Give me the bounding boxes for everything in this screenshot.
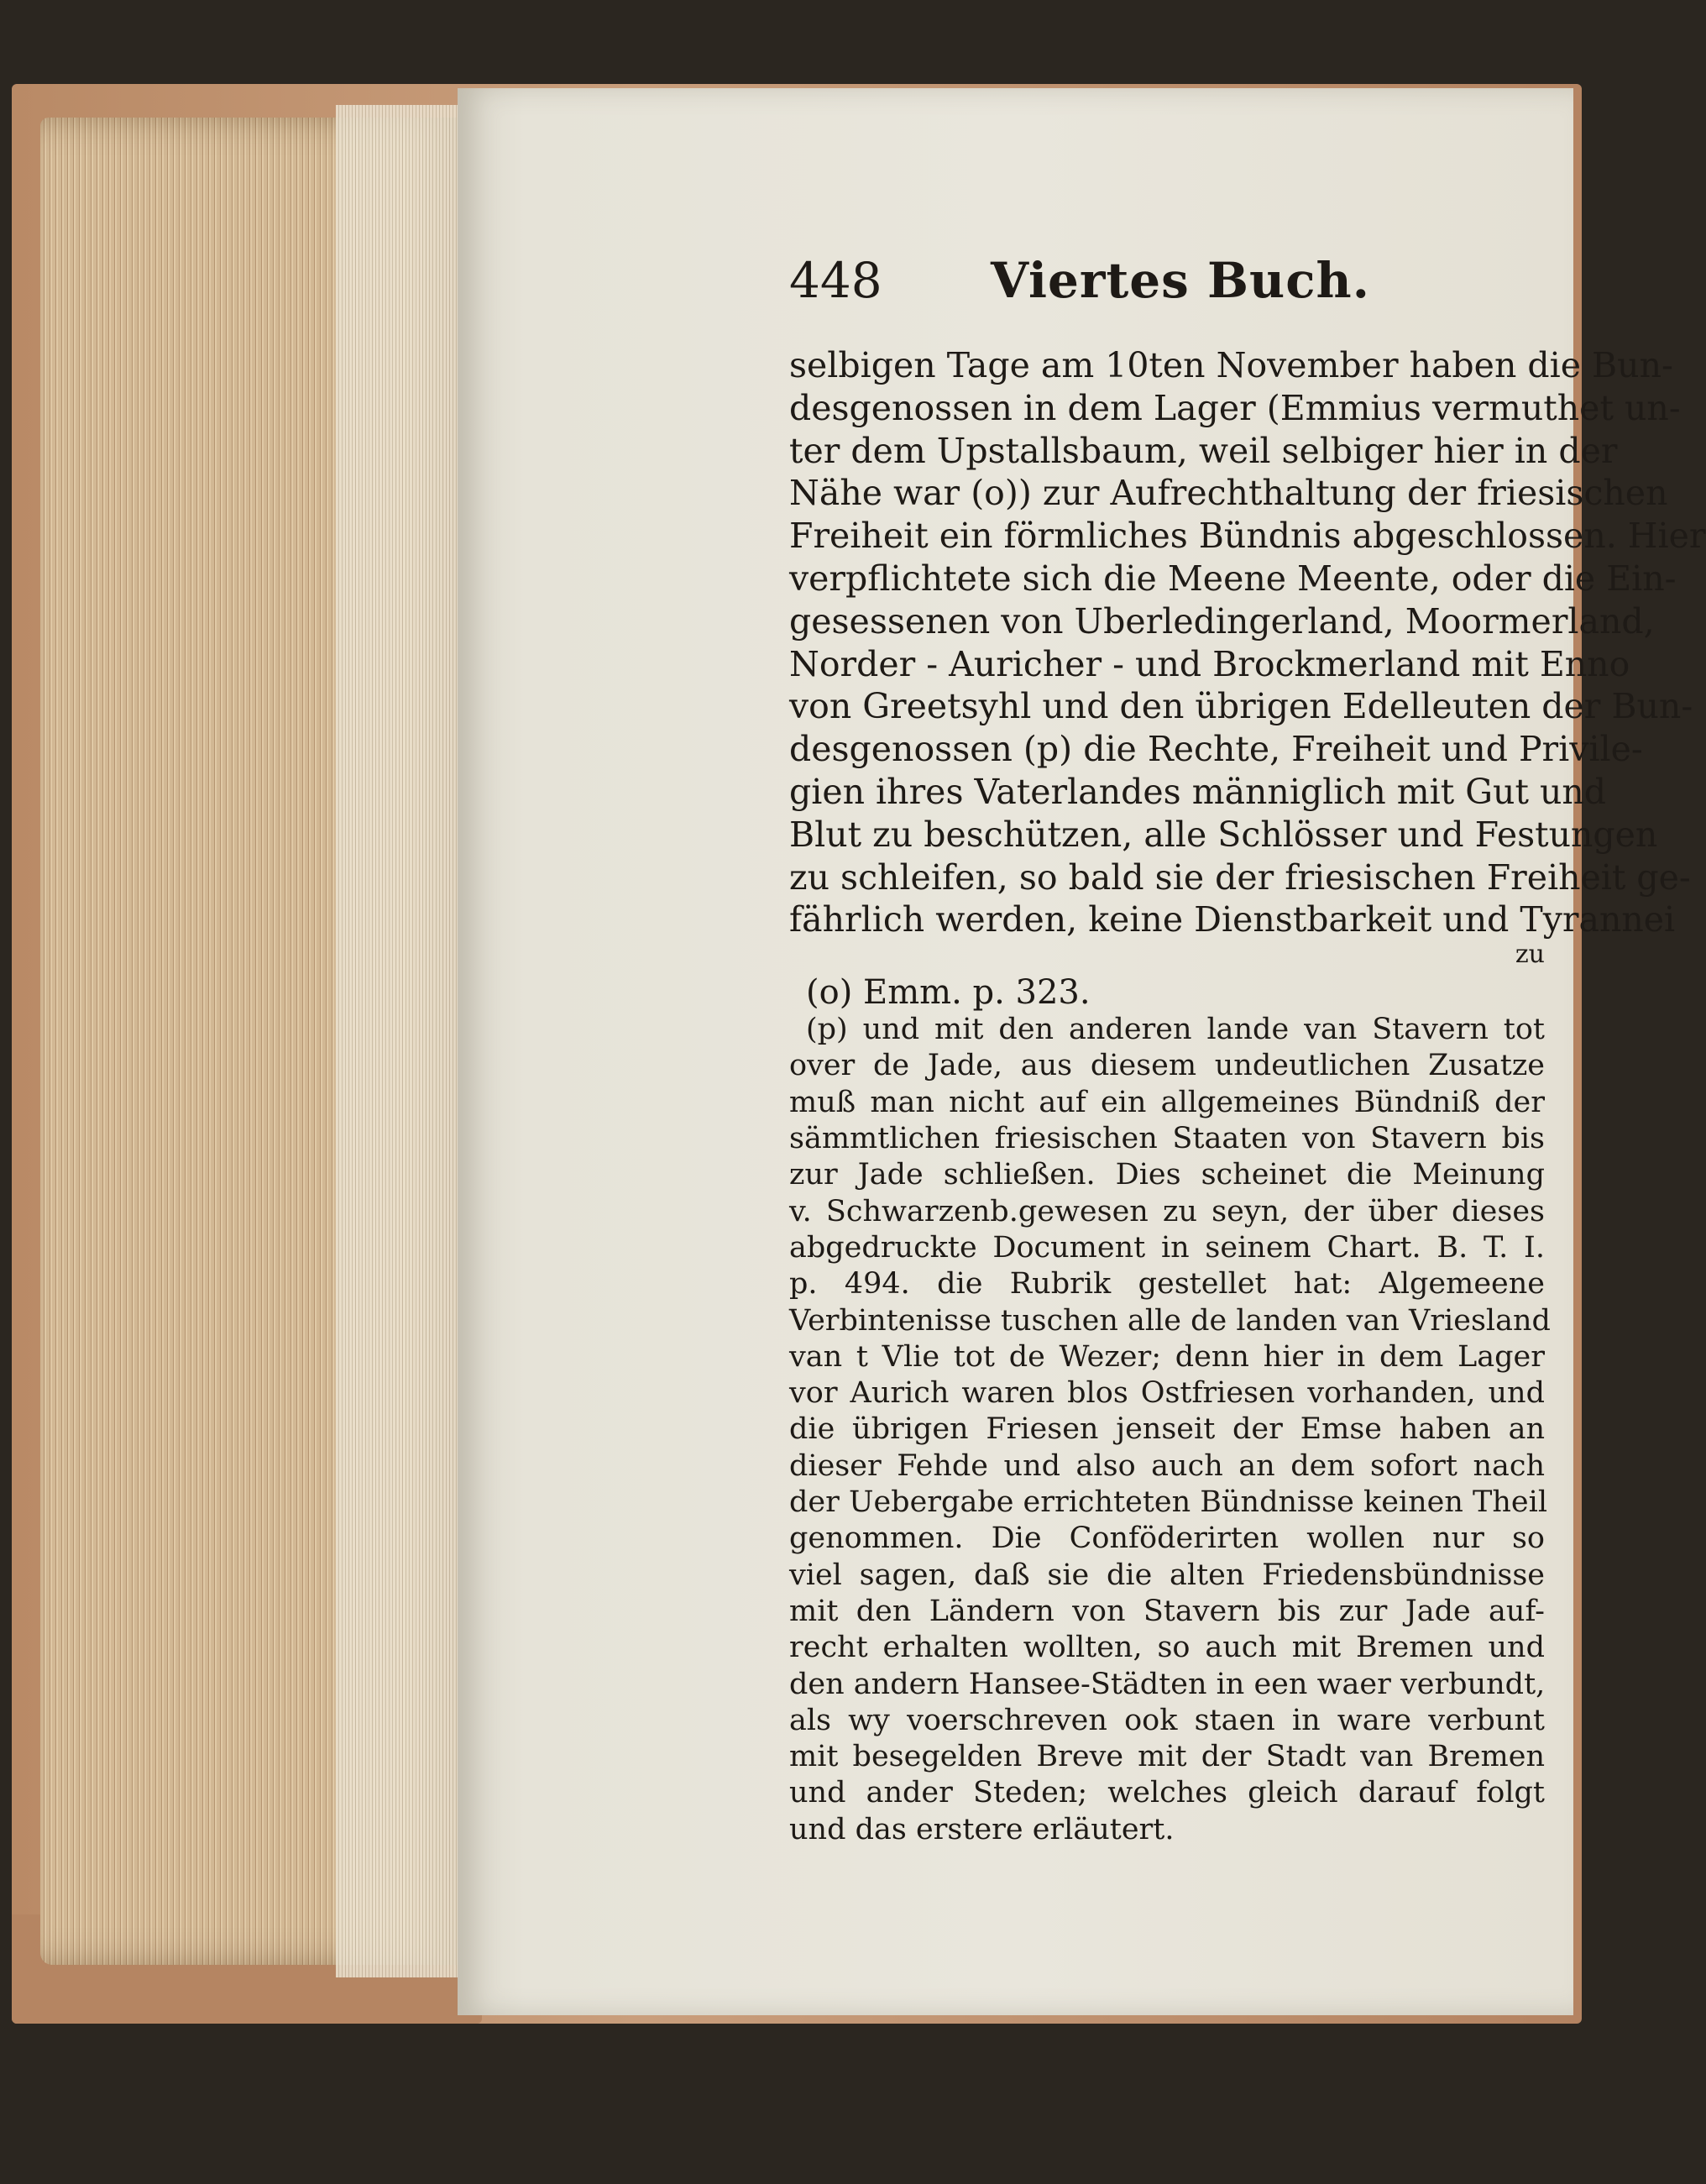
footnote-line: mit den Ländern von Stavern bis zur Jade auf- xyxy=(789,1594,1545,1628)
body-line: Freiheit ein förmliches Bündnis abgeschlossen. Hier xyxy=(789,516,1706,557)
footnote-line: v. Schwarzenb.gewesen zu seyn, der über dieses xyxy=(789,1194,1545,1228)
footnote-line: und das erstere erläutert. xyxy=(789,1812,1175,1846)
body-line: Blut zu beschützen, alle Schlösser und Festungen xyxy=(789,814,1658,855)
footnote-line: (p) und mit den anderen lande van Stavern tot xyxy=(806,1013,1545,1047)
body-line: desgenossen in dem Lager (Emmius vermuthet un- xyxy=(789,387,1681,428)
body-line: Norder - Auricher - und Brockmerland mit Enno xyxy=(789,643,1630,684)
footnote-line: vor Aurich waren blos Ostfriesen vorhanden, und xyxy=(789,1376,1545,1411)
footnote-line: zur Jade schließen. Dies scheinet die Meinung xyxy=(789,1158,1545,1192)
footnote-line: sämmtlichen friesischen Staaten von Stavern bis xyxy=(789,1122,1545,1156)
body-line: von Greetsyhl und den übrigen Edelleuten der Bun- xyxy=(789,686,1693,727)
page-header xyxy=(789,252,1545,344)
footnote-line: over de Jade, aus diesem undeutlichen Zusatze xyxy=(789,1049,1545,1083)
running-head: Viertes Buch. xyxy=(991,252,1370,309)
catchword: zu xyxy=(1515,940,1545,970)
footnote-line: abgedruckte Document in seinem Chart. B. T. I. xyxy=(789,1230,1545,1265)
page-number: 448 xyxy=(789,252,882,309)
footnote-line: van t Vlie tot de Wezer; denn hier in dem Lager xyxy=(789,1339,1545,1374)
footnote-line: recht erhalten wollten, so auch mit Bremen und xyxy=(789,1631,1545,1665)
footnote-o: (o) Emm. p. 323. xyxy=(806,973,1091,1013)
body-line: ter dem Upstallsbaum, weil selbiger hier in der xyxy=(789,430,1618,471)
footnote-line: p. 494. die Rubrik gestellet hat: Algemeene xyxy=(789,1267,1545,1301)
body-line: gesessenen von Uberledingerland, Moormerland, xyxy=(789,600,1655,642)
footnote-line: Verbintenisse tuschen alle de landen van Vriesland xyxy=(789,1303,1551,1338)
page-edges-light xyxy=(336,105,470,1977)
footnote-line: den andern Hansee-Städten in een waer verbundt, xyxy=(789,1667,1546,1701)
footnote-line: als wy voerschreven ook staen in ware verbunt xyxy=(789,1703,1545,1737)
body-line: desgenossen (p) die Rechte, Freiheit und Privile- xyxy=(789,729,1643,770)
footnote-line: und ander Steden; welches gleich darauf folgt xyxy=(789,1776,1545,1810)
footnote-p xyxy=(789,1012,1551,1848)
body-line: Nähe war (o)) zur Aufrechthaltung der friesischen xyxy=(789,473,1668,514)
body-line: verpflichtete sich die Meene Meente, oder die Ein- xyxy=(789,558,1677,599)
body-text xyxy=(789,344,1706,941)
footnote-line: mit besegelden Breve mit der Stadt van Bremen xyxy=(789,1740,1545,1774)
footnote-line: die übrigen Friesen jenseit der Emse haben an xyxy=(789,1412,1545,1447)
page-text xyxy=(789,252,1706,1848)
footnote-line: der Uebergabe errichteten Bündnisse keinen Theil xyxy=(789,1485,1548,1520)
body-line: fährlich werden, keine Dienstbarkeit und Tyrannei xyxy=(789,899,1676,940)
footnote-line: muß man nicht auf ein allgemeines Bündniß der xyxy=(789,1085,1545,1119)
footnote-line: viel sagen, daß sie die alten Friedensbündnisse xyxy=(789,1558,1545,1592)
footnote-line: dieser Fehde und also auch an dem sofort nach xyxy=(789,1448,1545,1483)
footnote-line: genommen. Die Conföderirten wollen nur so xyxy=(789,1521,1545,1556)
body-line: gien ihres Vaterlandes männiglich mit Gut und xyxy=(789,771,1607,812)
body-line: selbigen Tage am 10ten November haben die Bun- xyxy=(789,345,1673,385)
body-line: zu schleifen, so bald sie der friesischen Freiheit ge- xyxy=(789,856,1691,898)
